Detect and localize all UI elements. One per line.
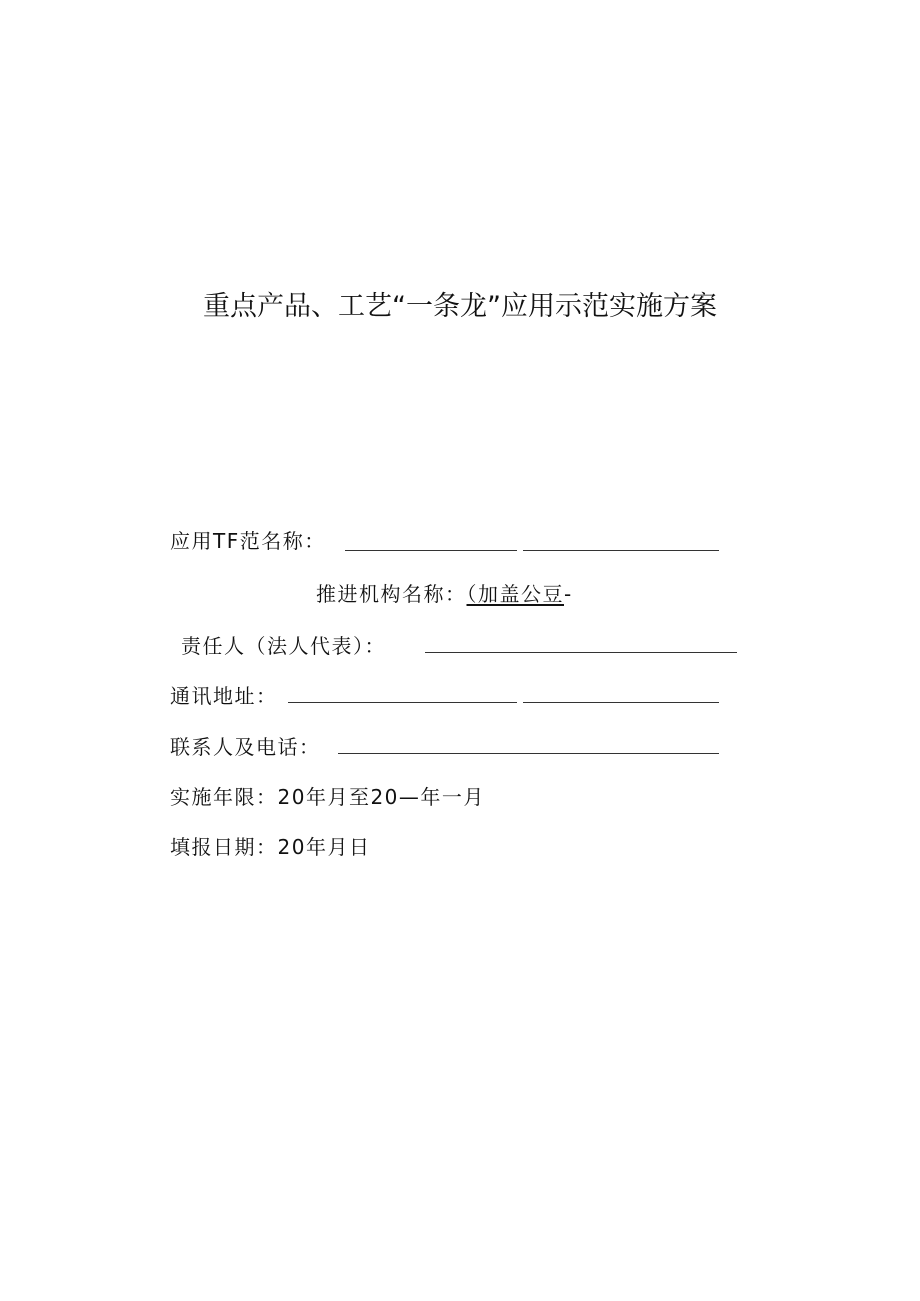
- project-name-blank-2: [523, 550, 719, 551]
- document-title: 重点产品、工艺“一条龙”应用示范实施方案: [203, 291, 717, 322]
- address-label: 通讯地址：: [170, 684, 278, 708]
- project-name-label: 应用TF范名称：: [170, 529, 326, 553]
- contact-blank: [338, 753, 719, 754]
- responsible-blank: [425, 652, 737, 653]
- agency-trail: -: [564, 582, 573, 606]
- date-text: 填报日期：20年月日: [170, 835, 371, 859]
- agency-seal-note: （加盖公豆: [466, 582, 564, 606]
- contact-label: 联系人及电话：: [170, 735, 321, 759]
- agency-label: 推进机构名称：: [316, 582, 467, 606]
- project-name-blank-1: [345, 550, 517, 551]
- address-blank-2: [523, 702, 719, 703]
- agency-row: [316, 580, 573, 608]
- responsible-label: 责任人（法人代表）：: [181, 634, 386, 658]
- period-text: 实施年限：20年月至20—年一月: [170, 785, 485, 809]
- address-blank-1: [288, 702, 517, 703]
